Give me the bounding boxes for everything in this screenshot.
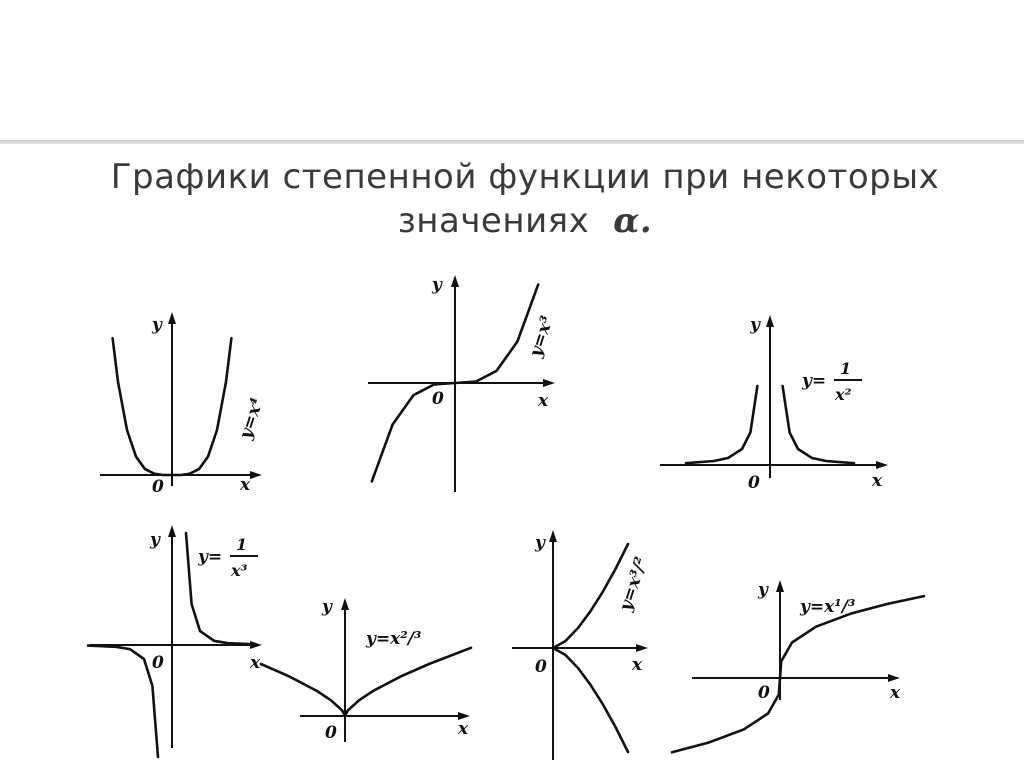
- origin-label: 0: [325, 723, 337, 743]
- curve-label-prefix: y=: [198, 547, 223, 567]
- graph-panel-7: [672, 580, 924, 752]
- curve-label: y=x¹/³: [800, 597, 856, 617]
- x-axis-arrow: [888, 674, 900, 682]
- y-axis-label: y: [152, 315, 162, 335]
- graph-panel-6: [512, 530, 652, 760]
- y-axis-label: y: [758, 580, 768, 600]
- curve-label-denominator: x²: [835, 385, 852, 404]
- function-curve: [672, 596, 924, 752]
- y-axis-arrow: [766, 315, 774, 327]
- graph-panel-1: [100, 312, 268, 497]
- alpha-symbol: α.: [613, 201, 653, 241]
- graph-panel-5: [261, 597, 471, 743]
- curve-label-numerator: 1: [840, 359, 852, 378]
- y-axis-arrow: [549, 530, 557, 542]
- graph-panel-3: [660, 315, 888, 493]
- y-axis-arrow: [168, 525, 176, 537]
- y-axis-label: y: [750, 315, 760, 335]
- function-curve: [261, 648, 471, 716]
- y-axis-label: y: [150, 530, 160, 550]
- origin-label: 0: [152, 477, 164, 497]
- x-axis-label: x: [890, 683, 901, 703]
- curve-label-denominator: x³: [231, 561, 248, 580]
- curve-left-branch: [88, 646, 158, 757]
- curve-label: y=x²/³: [366, 629, 422, 649]
- graph-panel-2: [368, 275, 558, 492]
- origin-label: 0: [152, 653, 164, 673]
- x-axis-arrow: [636, 644, 648, 652]
- curve-label: y=x⁴: [235, 395, 268, 442]
- y-axis-arrow: [776, 580, 784, 592]
- curve-label-inv-x2: [801, 359, 862, 404]
- curve-label: y=x³: [525, 313, 558, 360]
- curve-label: y=x³/²: [615, 554, 652, 614]
- y-axis-label: y: [535, 533, 545, 553]
- origin-label: 0: [758, 683, 770, 703]
- curve-left-branch: [686, 386, 757, 463]
- curve-label-inv-x3: [197, 535, 258, 580]
- origin-label: 0: [432, 389, 444, 409]
- x-axis-label: x: [872, 471, 883, 491]
- y-axis-arrow: [451, 275, 459, 287]
- y-axis-arrow: [341, 598, 349, 610]
- x-axis-label: x: [632, 655, 643, 675]
- graph-panel-4: [88, 525, 262, 757]
- x-axis-label: x: [538, 391, 549, 411]
- x-axis-label: x: [240, 475, 251, 495]
- x-axis-arrow: [543, 379, 555, 387]
- y-axis-label: y: [432, 275, 442, 295]
- origin-label: 0: [535, 657, 547, 677]
- function-curve: [553, 544, 628, 648]
- x-axis-arrow: [876, 461, 888, 469]
- slide-title-text: Графики степенной функции при некоторых значениях: [110, 157, 940, 241]
- y-axis-arrow: [168, 312, 176, 324]
- x-axis-label: x: [250, 653, 261, 673]
- curve-label-numerator: 1: [236, 535, 248, 554]
- origin-label: 0: [748, 473, 760, 493]
- function-curve-lower: [553, 648, 628, 752]
- x-axis-arrow: [250, 471, 262, 479]
- x-axis-label: x: [458, 719, 469, 739]
- y-axis-label: y: [322, 597, 332, 617]
- curve-label-prefix: y=: [802, 371, 827, 391]
